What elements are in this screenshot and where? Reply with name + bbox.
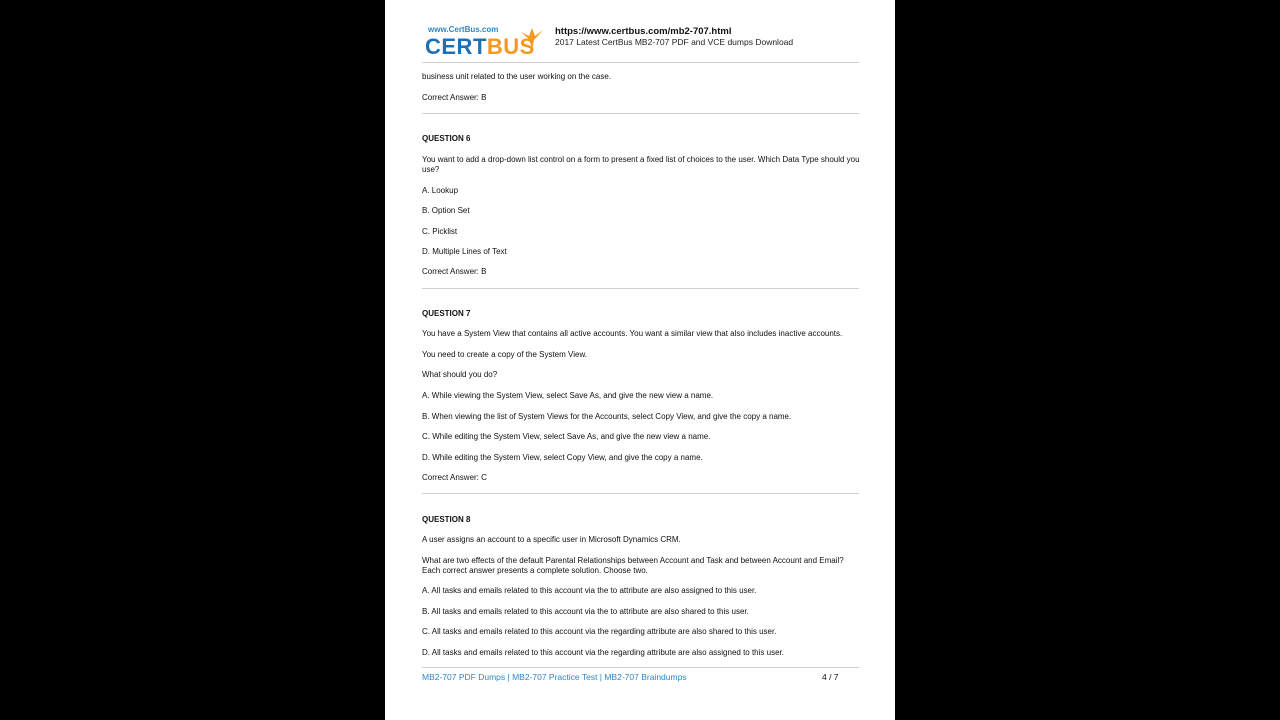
footer-divider: [422, 667, 859, 668]
question-6-text: You want to add a drop-down list control on a form to present a fixed list of choices to the user. Which Data Type should you use?: [422, 155, 860, 174]
question-7-option-a: A. While viewing the System View, select Save As, and give the new view a name.: [422, 391, 714, 400]
question-6-option-b: B. Option Set: [422, 206, 470, 215]
document-page: [385, 0, 895, 720]
question-8-option-c: C. All tasks and emails related to this account via the regarding attribute are also shared to this user.: [422, 627, 777, 636]
certbus-logo: [425, 22, 550, 60]
question-divider: [422, 493, 859, 494]
question-6-option-c: C. Picklist: [422, 227, 458, 236]
logo-url: www.CertBus.com: [428, 25, 499, 34]
header-url[interactable]: https://www.certbus.com/mb2-707.html: [555, 26, 732, 37]
bird-icon: [519, 26, 545, 52]
footer-links[interactable]: MB2-707 PDF Dumps | MB2-707 Practice Test | MB2-707 Braindumps: [422, 672, 687, 682]
question-8-option-d: D. All tasks and emails related to this account via the regarding attribute are also assigned to this user.: [422, 648, 784, 657]
question-8-option-a: A. All tasks and emails related to this account via the to attribute are also assigned to this user.: [422, 586, 757, 595]
prev-correct-answer: Correct Answer: B: [422, 93, 487, 102]
question-7-option-d: D. While editing the System View, select Copy View, and give the copy a name.: [422, 453, 703, 462]
header-divider: [422, 62, 859, 63]
question-6-option-a: A. Lookup: [422, 186, 459, 195]
page-header: [425, 22, 859, 62]
logo-wordmark: CERTBUS: [425, 34, 535, 59]
question-7-text-1: You have a System View that contains all active accounts. You want a similar view that also includes inactive accounts.: [422, 329, 843, 338]
question-8-option-b: B. All tasks and emails related to this account via the to attribute are also shared to this user.: [422, 607, 749, 616]
question-divider: [422, 113, 859, 114]
question-6-option-d: D. Multiple Lines of Text: [422, 247, 507, 256]
question-7-option-c: C. While editing the System View, select Save As, and give the new view a name.: [422, 432, 711, 441]
question-7-option-b: B. When viewing the list of System Views for the Accounts, select Copy View, and give the copy a name.: [422, 412, 792, 421]
question-7-title: QUESTION 7: [422, 309, 471, 318]
header-subtitle: 2017 Latest CertBus MB2-707 PDF and VCE dumps Download: [555, 37, 794, 47]
prev-question-text: business unit related to the user working on the case.: [422, 72, 611, 81]
question-7-answer: Correct Answer: C: [422, 473, 487, 482]
question-7-text-2: You need to create a copy of the System View.: [422, 350, 587, 359]
question-7-text-3: What should you do?: [422, 370, 498, 379]
page-number: 4 / 7: [822, 672, 839, 682]
question-divider: [422, 288, 859, 289]
question-8-text-1: A user assigns an account to a specific user in Microsoft Dynamics CRM.: [422, 535, 681, 544]
question-6-title: QUESTION 6: [422, 134, 471, 143]
question-8-title: QUESTION 8: [422, 515, 471, 524]
question-8-text-2: What are two effects of the default Parental Relationships between Account and Task and between Account and Email? Each correct answer presents a complete solution. Choose two.: [422, 556, 844, 575]
question-6-answer: Correct Answer: B: [422, 267, 487, 276]
